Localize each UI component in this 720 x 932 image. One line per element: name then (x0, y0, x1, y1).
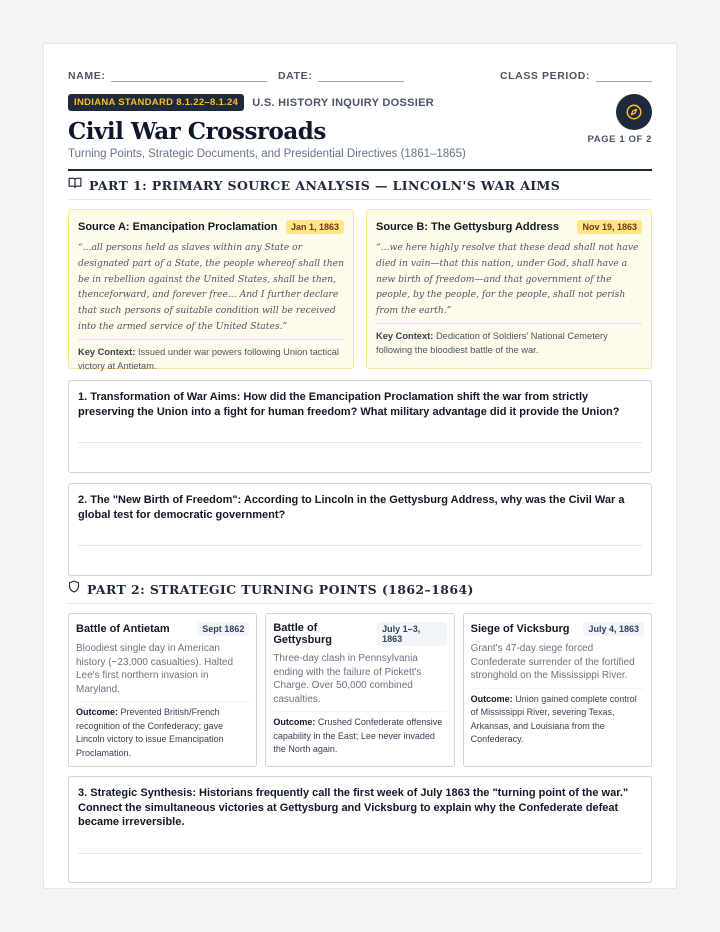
source-context (78, 345, 344, 373)
dossier-label: U.S. HISTORY INQUIRY DOSSIER (252, 96, 435, 109)
name-blank[interactable] (111, 72, 267, 82)
source-context (376, 329, 642, 357)
part1-heading (68, 176, 652, 200)
turning-point-title: Battle of Gettysburg (273, 622, 333, 646)
outcome-text: Union gained complete control of Mississippi River, severing Texas, Arkansas, and Louisiana from the Confederacy. (470, 693, 637, 744)
name-label: NAME: (68, 70, 106, 82)
header-divider (68, 169, 652, 171)
source-quote: “...we here highly resolve that these dead shall not have died in vain—that this nation, under God, shall have a new birth of freedom—and that government of the people, by the people, for the people, shall not perish from the earth.” (376, 240, 642, 324)
part2-title: PART 2: STRATEGIC TURNING POINTS (1862–1864) (87, 581, 474, 597)
turning-point-title: Siege of Vicksburg (470, 623, 570, 635)
answer-line[interactable] (78, 419, 642, 443)
context-label: Key Context: (376, 330, 434, 341)
turning-point-date: July 4, 1863 (583, 622, 644, 636)
turning-point-description: Three-day clash in Pennsylvania ending with the failure of Pickett's Charge. Over 50,000 combined casualties. (273, 652, 446, 712)
class-period-blank[interactable] (596, 72, 652, 82)
outcome-text: Prevented British/French recognition of the Confederacy; gave Lincoln victory to issue Emancipation Proclamation. (76, 707, 224, 758)
page-title: Civil War Crossroads (68, 118, 326, 145)
source-date-badge: Nov 19, 1863 (577, 220, 642, 234)
context-label: Key Context: (78, 346, 136, 357)
standard-badge: INDIANA STANDARD 8.1.22–8.1.24 (68, 94, 244, 111)
question-text: 1. Transformation of War Aims: How did the Emancipation Proclamation shift the war from strictly preserving the Union into a fight for human freedom? What military advantage did it provide the Union? (78, 391, 620, 418)
question-box (68, 380, 652, 473)
answer-line[interactable] (78, 522, 642, 546)
source-card (68, 209, 354, 369)
outcome-label: Outcome: (76, 707, 119, 717)
turning-point-description: Bloodiest single day in American history (~23,000 casualties). Halted Lee's first northern invasion in Maryland. (76, 642, 249, 702)
part2-heading (68, 580, 652, 604)
turning-point-outcome (273, 716, 446, 757)
answer-line[interactable] (78, 443, 642, 467)
part1-title: PART 1: PRIMARY SOURCE ANALYSIS — LINCOLN'S WAR AIMS (89, 177, 561, 193)
turning-point-date: July 1–3, 1863 (377, 622, 446, 646)
answer-line[interactable] (78, 830, 642, 854)
source-title: Source B: The Gettysburg Address (376, 221, 559, 233)
tag-row (68, 94, 652, 111)
question-box (68, 483, 652, 576)
date-field[interactable] (278, 70, 404, 82)
turning-point-outcome (471, 693, 644, 747)
turning-point-outcome (76, 706, 249, 760)
source-title: Source A: Emancipation Proclamation (78, 221, 278, 233)
turning-point-date: Sept 1862 (197, 622, 249, 636)
outcome-label: Outcome: (470, 693, 513, 704)
outcome-label: Outcome: (273, 717, 316, 727)
question-text: 3. Strategic Synthesis: Historians frequently call the first week of July 1863 the "turning point of the war." Connect the simultaneous victories at Gettysburg and Vicksburg to explain why the Confederate defeat became irreversible. (78, 787, 629, 828)
context-text: Dedication of Soldiers' National Cemetery following the bloodiest battle of the war. (376, 330, 608, 355)
turning-points (68, 613, 652, 767)
date-blank[interactable] (318, 72, 404, 82)
shield-icon (68, 580, 80, 598)
worksheet-page (43, 43, 677, 889)
name-field[interactable] (68, 70, 267, 82)
page-indicator: PAGE 1 OF 2 (587, 134, 652, 145)
turning-point-description: Grant's 47-day siege forced Confederate surrender of the fortified stronghold on the Mississippi River. (471, 642, 644, 689)
answer-line[interactable] (78, 546, 642, 570)
question-box (68, 776, 652, 883)
page-subtitle: Turning Points, Strategic Documents, and Presidential Directives (1861–1865) (68, 148, 466, 160)
context-text: Issued under war powers following Union tactical victory at Antietam. (78, 346, 339, 371)
student-info-row (68, 68, 652, 86)
source-date-badge: Jan 1, 1863 (286, 220, 344, 234)
date-label: DATE: (278, 70, 313, 82)
turning-point-card (265, 613, 454, 767)
turning-point-card (463, 613, 652, 767)
source-quote: “...all persons held as slaves within any State or designated part of a State, the people whereof shall then be in rebellion against the United States, shall be then, thenceforward, and forever free... And I further declare that such persons of suitable condition will be received into the armed service of the United States.” (78, 240, 344, 340)
class-period-field[interactable] (500, 70, 652, 82)
answer-line[interactable] (78, 854, 642, 878)
book-icon (68, 176, 82, 194)
primary-sources (68, 209, 652, 369)
compass-icon (616, 94, 652, 130)
turning-point-card (68, 613, 257, 767)
outcome-text: Crushed Confederate offensive capability in the East; Lee never invaded the North again. (273, 717, 443, 754)
class-period-label: CLASS PERIOD: (499, 70, 590, 82)
turning-point-title: Battle of Antietam (76, 623, 170, 635)
source-card (366, 209, 652, 369)
question-text: 2. The "New Birth of Freedom": According to Lincoln in the Gettysburg Address, why was the Civil War a global test for democratic government? (78, 494, 625, 521)
